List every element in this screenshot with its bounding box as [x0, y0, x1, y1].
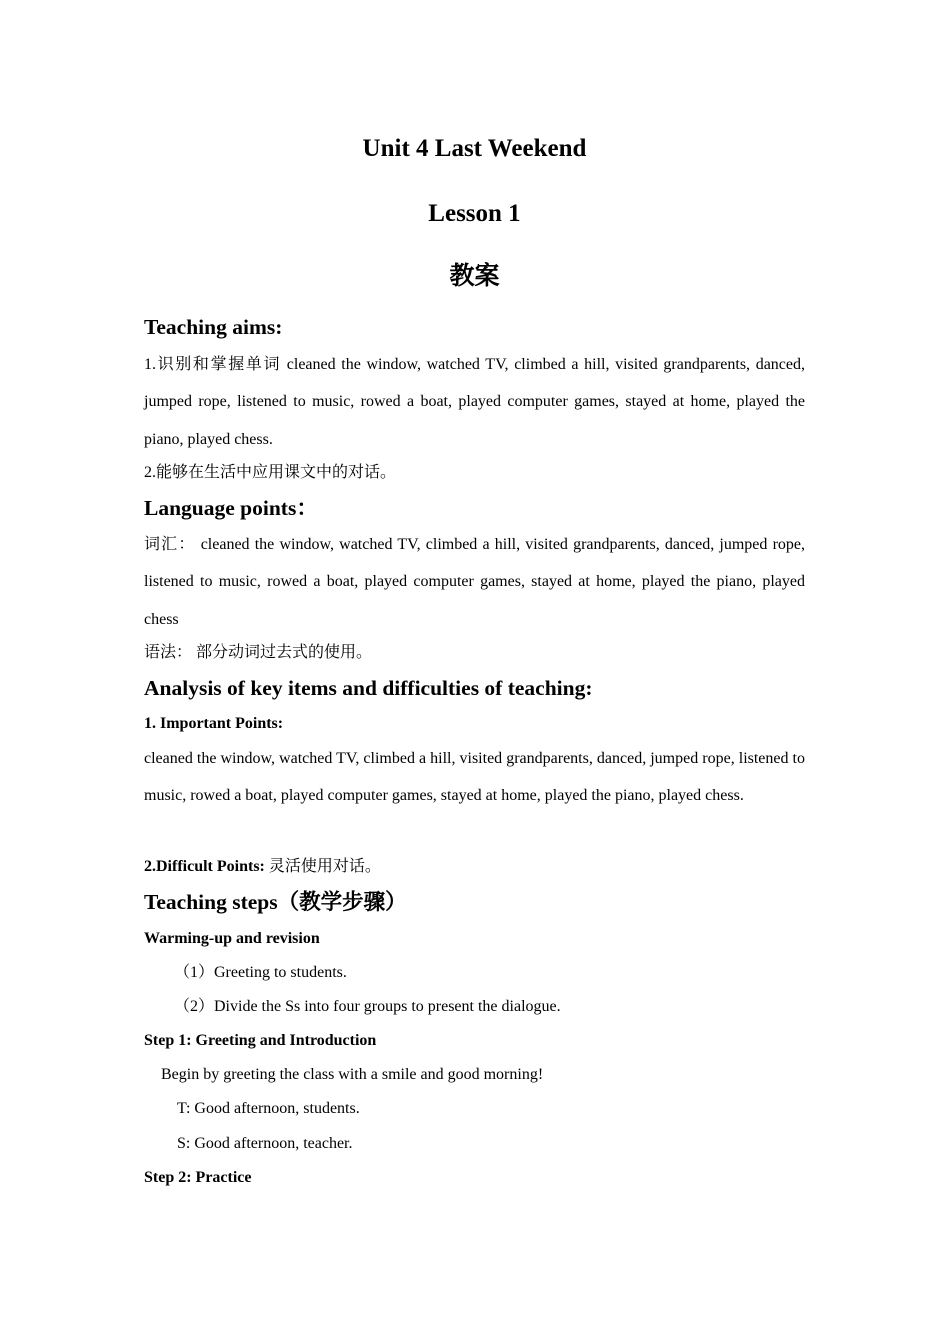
step1-label: Step 1: Greeting and Introduction [144, 1032, 377, 1049]
language-points-vocab: 词汇： cleaned the window, watched TV, climbed a hill, visited grandparents, danced, jumped rope, listened to music, rowed a boat, played computer games, stayed at home, played the piano, played chess [144, 536, 805, 628]
warmup-label: Warming-up and revision [144, 930, 320, 947]
important-points-label: 1. Important Points: [144, 715, 284, 732]
step1-text: Begin by greeting the class with a smile and good morning! [161, 1066, 544, 1083]
difficult-points-label: 2.Difficult Points: [144, 858, 265, 875]
lesson-title: Lesson 1 [428, 200, 521, 227]
teaching-aims-item-2: 2.能够在生活中应用课文中的对话。 [144, 464, 397, 481]
warmup-item-2: （2）Divide the Ss into four groups to present the dialogue. [174, 998, 561, 1015]
language-points-heading: Language points： [144, 496, 318, 520]
step1-student-line: S: Good afternoon, teacher. [177, 1135, 353, 1152]
document-title: Unit 4 Last Weekend [362, 135, 587, 162]
analysis-heading: Analysis of key items and difficulties of teaching: [144, 676, 593, 700]
teaching-aims-heading: Teaching aims: [144, 315, 283, 339]
step2-label: Step 2: Practice [144, 1169, 252, 1186]
language-points-grammar: 语法： 部分动词过去式的使用。 [144, 644, 373, 661]
teaching-aims-item-1: 1.识别和掌握单词 cleaned the window, watched TV, climbed a hill, visited grandparents, danced, jumped rope, listened to music, rowed a boat, played computer games, stayed at home, played the piano, played chess. [144, 356, 805, 448]
important-points-text: cleaned the window, watched TV, climbed a hill, visited grandparents, danced, jumped rope, listened to music, rowed a boat, played computer games, stayed at home, played the piano, played chess. [144, 750, 805, 805]
teaching-steps-heading: Teaching steps（教学步骤） [144, 890, 407, 914]
step1-teacher-line: T: Good afternoon, students. [177, 1100, 360, 1117]
difficult-points-text: 灵活使用对话。 [264, 858, 381, 875]
document-subtitle: 教案 [449, 263, 500, 290]
difficult-points [144, 857, 381, 877]
warmup-item-1: （1）Greeting to students. [174, 964, 347, 981]
